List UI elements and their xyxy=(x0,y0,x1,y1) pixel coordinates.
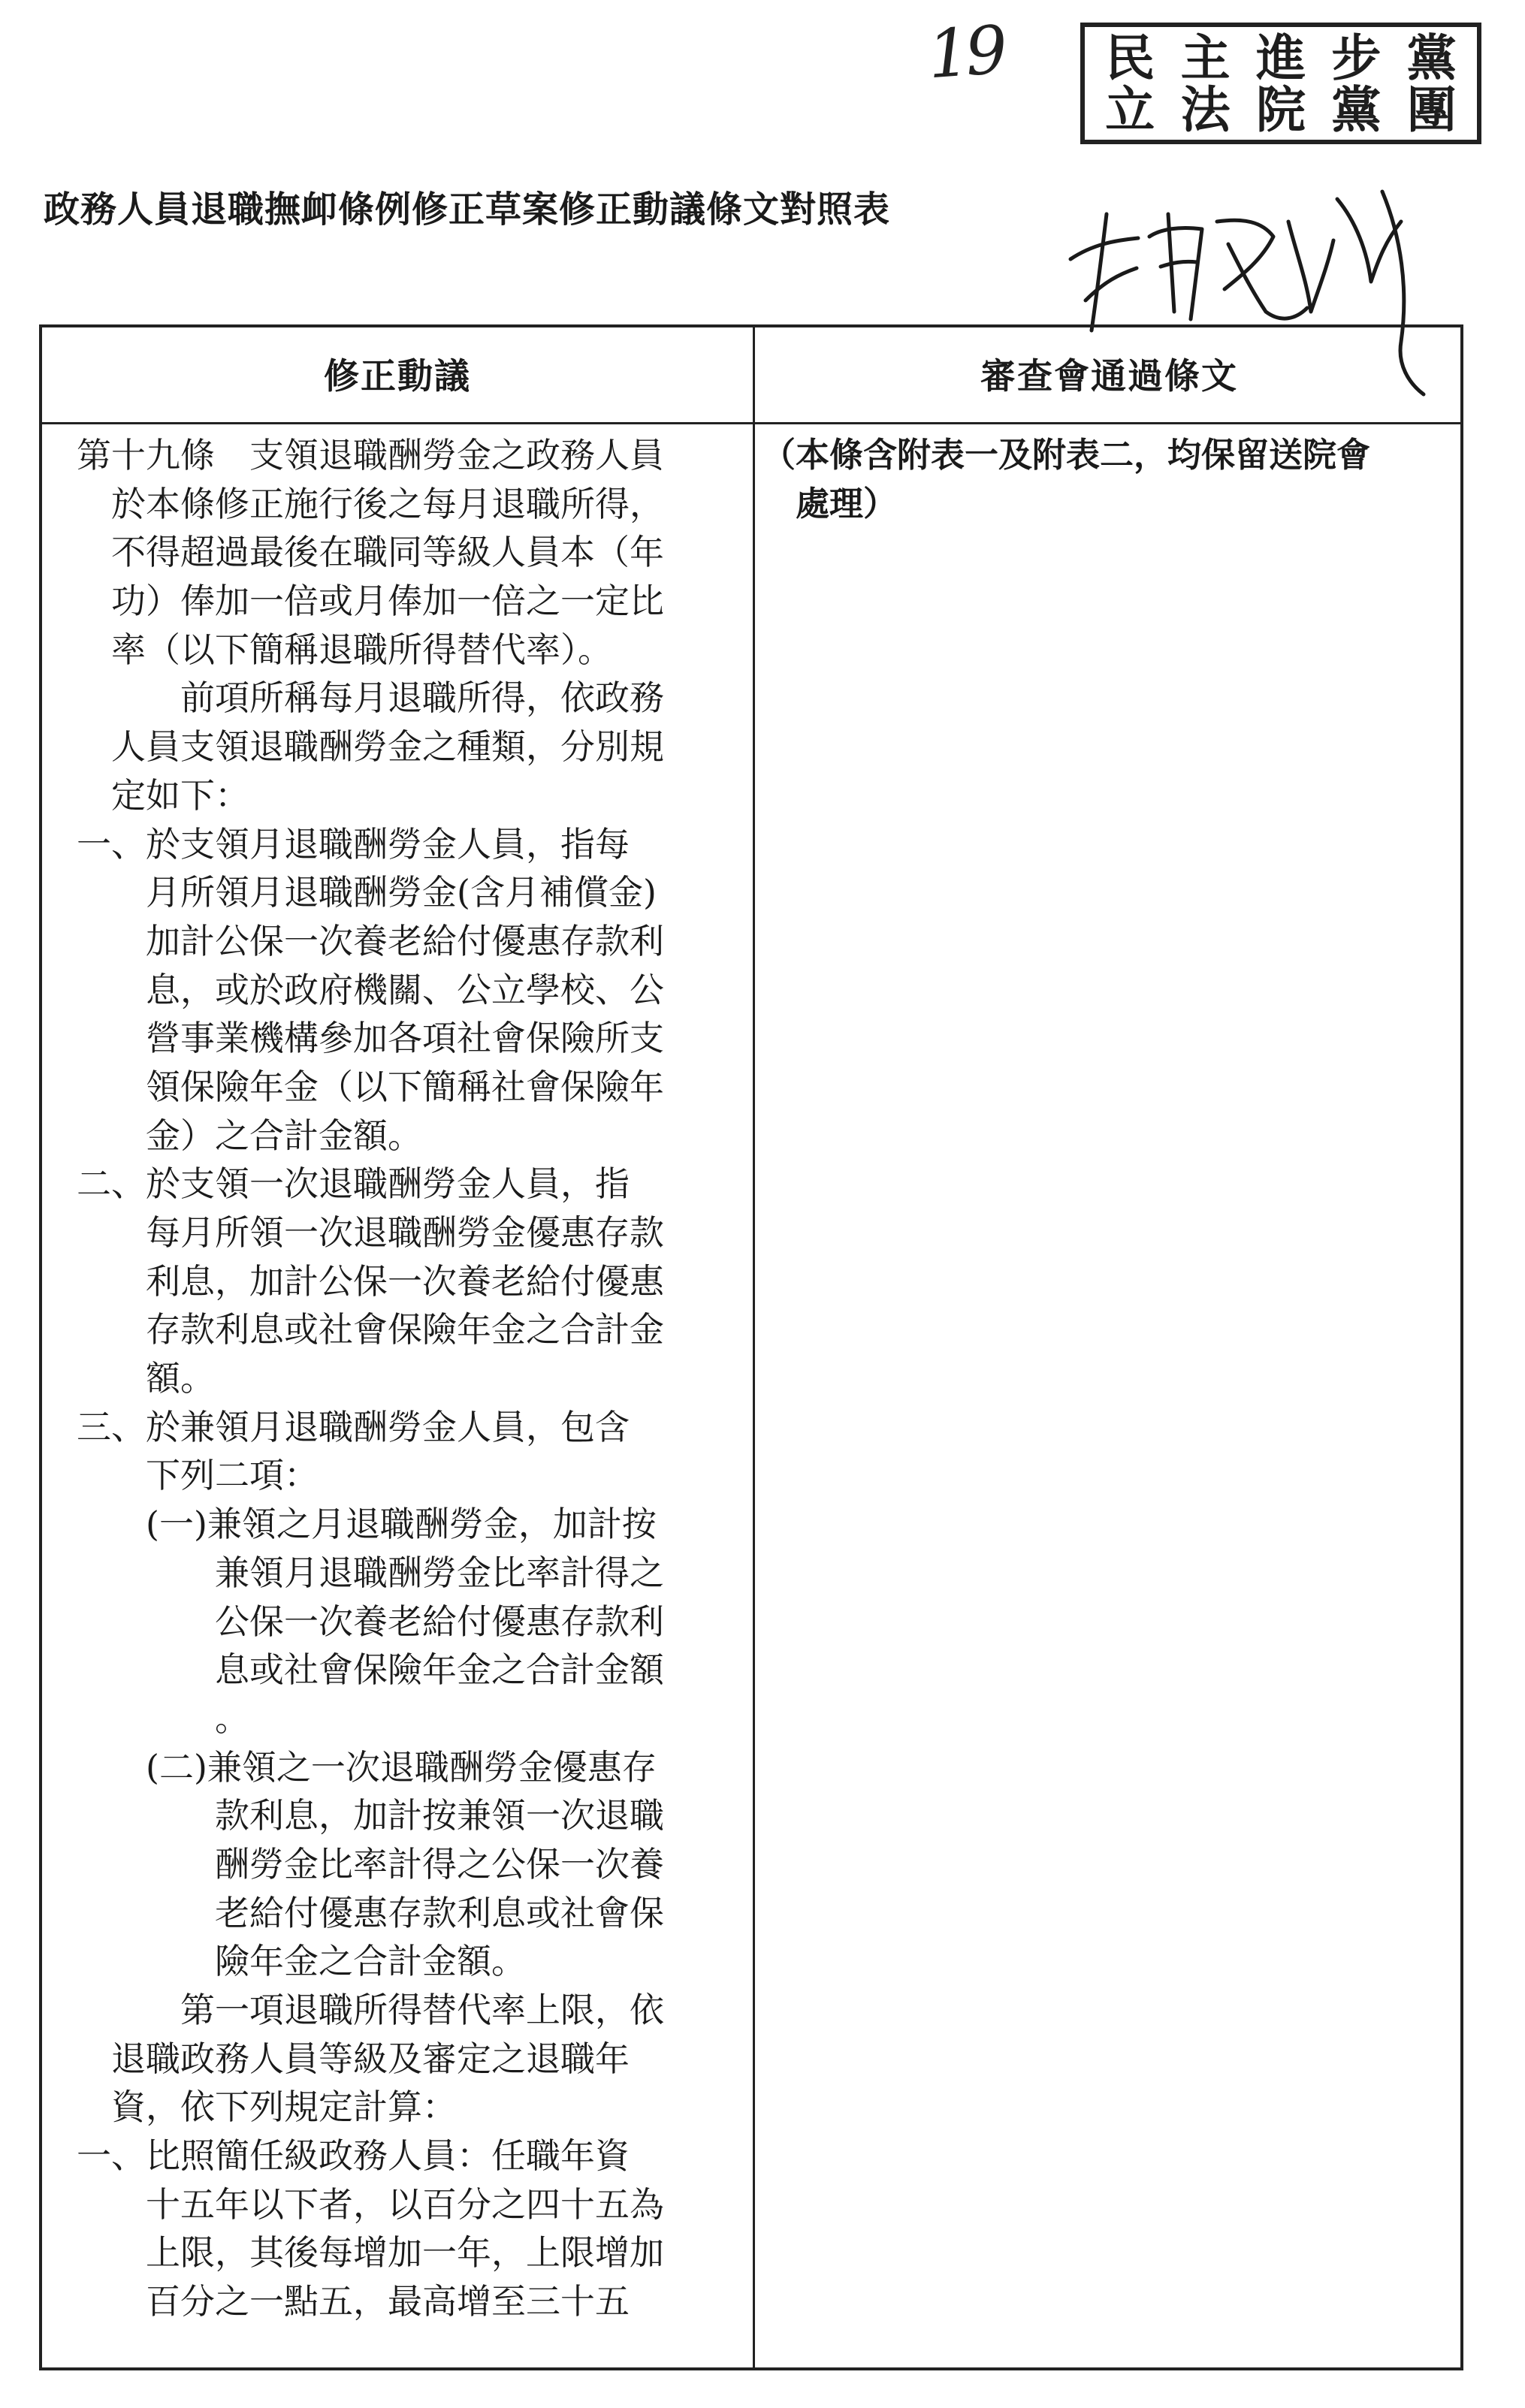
amendment-line: 兼領月退職酬勞金比率計得之 xyxy=(77,1552,664,1593)
amendment-line: 上限，其後每增加一年，上限增加 xyxy=(77,2232,664,2274)
amendment-line: 每月所領一次退職酬勞金優惠存款 xyxy=(77,1212,664,1253)
column-divider xyxy=(753,327,755,2367)
amendment-line: 息或社會保險年金之合計金額 xyxy=(77,1649,664,1691)
handwritten-page-number: 19 xyxy=(925,11,1006,94)
amendment-line: 營事業機構參加各項社會保險所支 xyxy=(77,1018,664,1059)
amendment-line: 酬勞金比率計得之公保一次養 xyxy=(77,1843,664,1884)
amendment-line: 一、比照簡任級政務人員：任職年資 xyxy=(77,2135,630,2177)
amendment-line: 於本條修正施行後之每月退職所得， xyxy=(111,483,664,524)
committee-text xyxy=(762,431,1460,528)
column-header-amendment: 修正動議 xyxy=(324,356,471,397)
party-caucus-stamp xyxy=(1080,23,1481,144)
stamp-char: 法 xyxy=(1180,80,1231,139)
amendment-line: 退職政務人員等級及審定之退職年 xyxy=(77,2038,630,2079)
stamp-char: 立 xyxy=(1105,80,1155,139)
amendment-line: 。 xyxy=(77,1697,249,1739)
amendment-line: 第一項退職所得替代率上限，依 xyxy=(77,1990,664,2030)
amendment-line: 功）俸加一倍或月俸加一倍之一定比 xyxy=(77,581,664,622)
amendment-line: (一)兼領之月退職酬勞金，加計按 xyxy=(77,1504,657,1545)
header-rule xyxy=(42,422,1460,424)
committee-line: （本條含附表一及附表二，均保留送院會 xyxy=(762,435,1371,475)
amendment-line: 一、於支領月退職酬勞金人員，指每 xyxy=(77,823,630,865)
stamp-char: 民 xyxy=(1105,28,1155,87)
amendment-line: 加計公保一次養老給付優惠存款利 xyxy=(77,920,664,961)
amendment-line: (二)兼領之一次退職酬勞金優惠存 xyxy=(77,1746,657,1788)
amendment-line: 百分之一點五，最高增至三十五 xyxy=(77,2281,630,2322)
amendment-line: 利息，加計公保一次養老給付優惠 xyxy=(77,1260,664,1302)
amendment-line: 資，依下列規定計算： xyxy=(77,2087,457,2128)
amendment-line: 月所領月退職酬勞金(含月補償金) xyxy=(77,872,657,913)
amendment-line: 率（以下簡稱退職所得替代率）。 xyxy=(77,629,612,670)
amendment-line: 領保險年金（以下簡稱社會保險年 xyxy=(77,1066,664,1107)
committee-line: 處理） xyxy=(762,483,898,524)
amendment-line: 公保一次養老給付優惠存款利 xyxy=(77,1601,664,1642)
amendment-line: 定如下： xyxy=(77,774,249,816)
stamp-char: 團 xyxy=(1406,80,1457,139)
amendment-text xyxy=(77,431,738,2326)
amendment-line: 人員支領退職酬勞金之種類，分別規 xyxy=(77,726,664,768)
amendment-line: 老給付優惠存款利息或社會保 xyxy=(77,1892,664,1933)
amendment-line: 款利息，加計按兼領一次退職 xyxy=(77,1795,664,1836)
amendment-line: 第十九條 支領退職酬勞金之政務人員 xyxy=(77,435,664,475)
column-header-committee-text: 審查會通過條文 xyxy=(980,356,1238,397)
amendment-line: 前項所稱每月退職所得，依政務 xyxy=(77,677,664,719)
amendment-line: 險年金之合計金額。 xyxy=(77,1941,526,1982)
amendment-line: 下列二項： xyxy=(77,1455,319,1496)
stamp-char: 院 xyxy=(1255,80,1306,139)
document-title: 政務人員退職撫卹條例修正草案修正動議條文對照表 xyxy=(44,189,891,231)
stamp-char: 主 xyxy=(1180,28,1231,87)
stamp-char: 進 xyxy=(1255,28,1306,87)
amendment-line: 額。 xyxy=(77,1358,215,1399)
amendment-line: 二、於支領一次退職酬勞金人員，指 xyxy=(77,1163,630,1205)
stamp-char: 步 xyxy=(1331,28,1382,87)
amendment-line: 不得超過最後在職同等級人員本（年 xyxy=(77,532,664,573)
amendment-line: 十五年以下者，以百分之四十五為 xyxy=(77,2183,664,2225)
amendment-line: 金）之合計金額。 xyxy=(77,1115,422,1156)
amendment-line: 三、於兼領月退職酬勞金人員，包含 xyxy=(77,1406,630,1447)
stamp-char: 黨 xyxy=(1406,28,1457,87)
amendment-line: 存款利息或社會保險年金之合計金 xyxy=(77,1309,664,1350)
stamp-char: 黨 xyxy=(1331,80,1382,139)
amendment-line: 息，或於政府機關、公立學校、公 xyxy=(77,969,664,1010)
